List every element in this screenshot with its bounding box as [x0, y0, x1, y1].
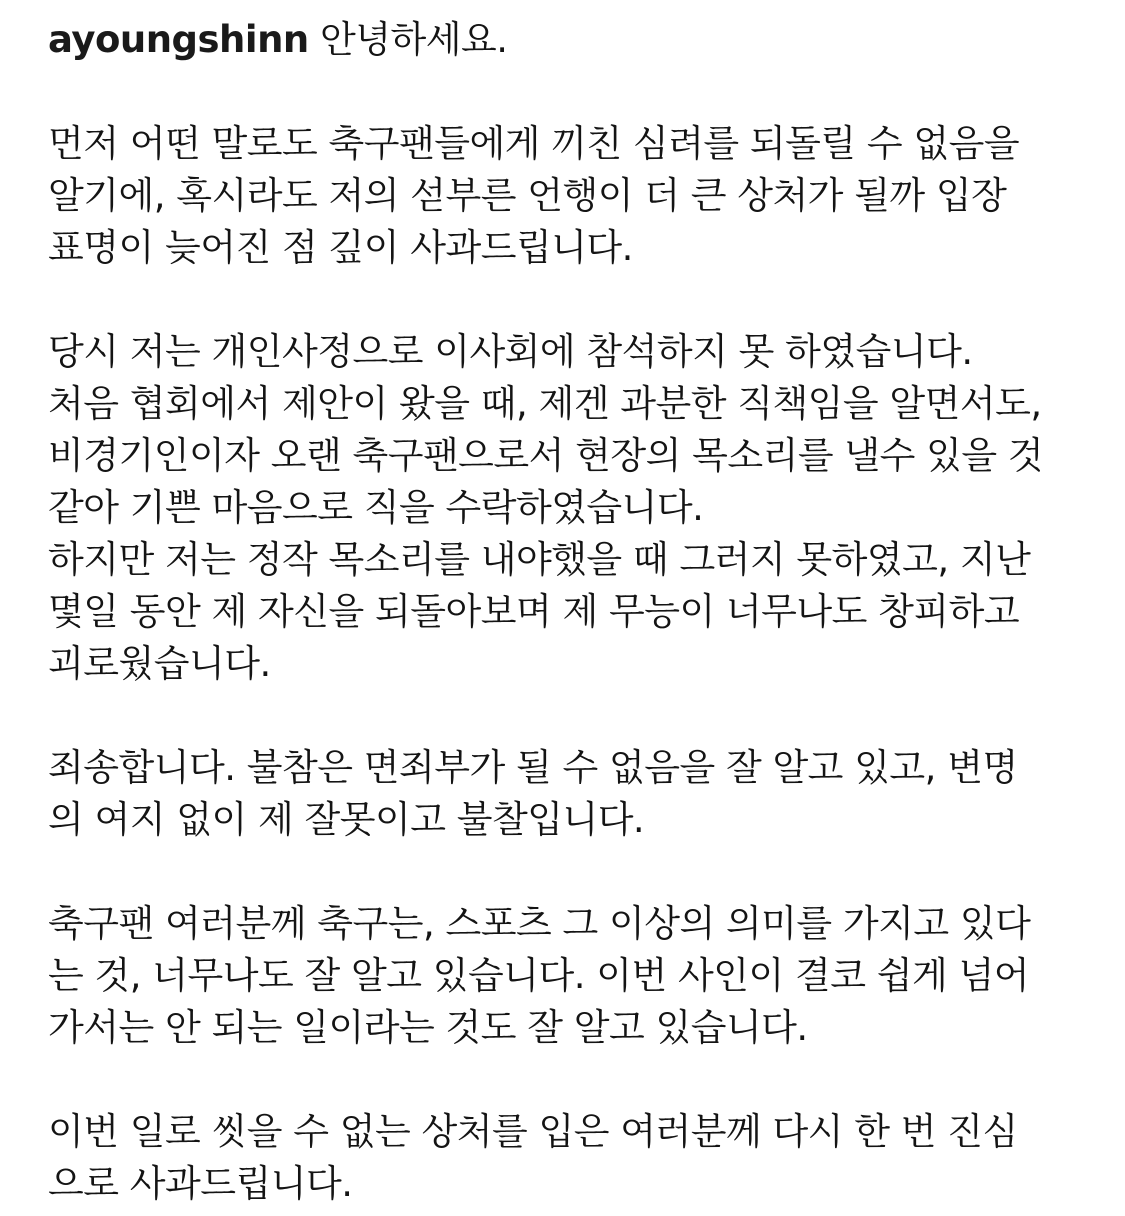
- caption-line: 축구팬 여러분께 축구는, 스포츠 그 이상의 의미를 가지고 있다: [48, 902, 1031, 945]
- caption-line: 죄송합니다. 불참은 면죄부가 될 수 없음을 잘 알고 있고, 변명: [48, 746, 1018, 789]
- caption-line: 으로 사과드립니다.: [48, 1162, 353, 1205]
- caption-line: 하지만 저는 정작 목소리를 내야했을 때 그러지 못하였고, 지난: [48, 538, 1031, 581]
- caption-line: 이번 일로 씻을 수 없는 상처를 입은 여러분께 다시 한 번 진심: [48, 1110, 1018, 1153]
- post-caption: [48, 14, 1088, 1210]
- caption-line: 표명이 늦어진 점 깊이 사과드립니다.: [48, 226, 633, 269]
- caption-line: 처음 협회에서 제안이 왔을 때, 제겐 과분한 직책임을 알면서도,: [48, 382, 1042, 425]
- paragraph-2: [48, 326, 1088, 690]
- paragraph-5: [48, 1106, 1088, 1210]
- caption-line: 몇일 동안 제 자신을 되돌아보며 제 무능이 너무나도 창피하고: [48, 590, 1020, 633]
- paragraph-3: [48, 742, 1088, 846]
- paragraph-4: [48, 898, 1088, 1054]
- caption-line: 의 여지 없이 제 잘못이고 불찰입니다.: [48, 798, 645, 841]
- caption-line: 알기에, 혹시라도 저의 섣부른 언행이 더 큰 상처가 될까 입장: [48, 174, 1007, 217]
- caption-header: [48, 14, 1088, 66]
- caption-line: 는 것, 너무나도 잘 알고 있습니다. 이번 사인이 결코 쉽게 넘어: [48, 954, 1029, 997]
- caption-line: 비경기인이자 오랜 축구팬으로서 현장의 목소리를 낼수 있을 것: [48, 434, 1044, 477]
- caption-line: 괴로웠습니다.: [48, 642, 271, 685]
- caption-line: 같아 기쁜 마음으로 직을 수락하였습니다.: [48, 486, 704, 529]
- greeting-text: 안녕하세요.: [320, 18, 508, 61]
- username-link[interactable]: ayoungshinn: [48, 18, 309, 61]
- caption-line: 먼저 어떤 말로도 축구팬들에게 끼친 심려를 되돌릴 수 없음을: [48, 122, 1020, 165]
- caption-line: 당시 저는 개인사정으로 이사회에 참석하지 못 하였습니다.: [48, 330, 973, 373]
- caption-line: 가서는 안 되는 일이라는 것도 잘 알고 있습니다.: [48, 1006, 808, 1049]
- paragraph-1: [48, 118, 1088, 274]
